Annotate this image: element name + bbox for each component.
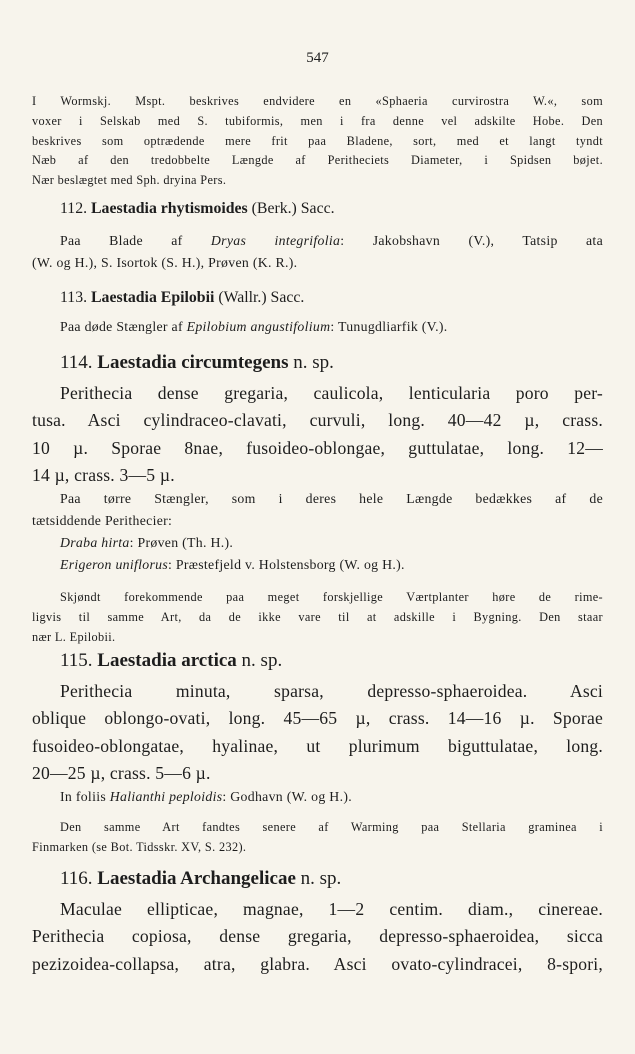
locality-line: In foliis Halianthi peploidis: Godhavn (W. og H.). [60, 789, 352, 804]
text-line: Paa tørre Stængler, som i deres hele Længde bedækkes af de [60, 491, 603, 506]
text-line: pezizoidea-collapsa, atra, glabra. Asci ovato-cylindracei, 8-spori, [32, 953, 603, 974]
text-line: Paa døde Stængler af Epilobium angustifolium: Tunugdliarfik (V.). [60, 319, 448, 334]
text-line: 20—25 µ, crass. 5—6 µ. [32, 763, 211, 784]
species-note-115 [32, 818, 603, 858]
text-line: tætsiddende Perithecier: [32, 513, 173, 528]
text-line: Paa Blade af Dryas integrifolia: Jakobshavn (V.), Tatsip ata [60, 233, 603, 248]
species-authority: n. sp. [300, 868, 342, 889]
host-plant: Dryas integrifolia [210, 233, 341, 248]
text-line: ligvis til samme Art, da de ikke vare til at adskille i Bygning. Den staar [32, 609, 603, 624]
text-line: fusoideo-oblongatae, hyalinae, ut plurimum biguttulatae, long. [32, 735, 603, 756]
locality-line: Draba hirta: Prøven (Th. H.). [60, 535, 234, 550]
text-line: Perithecia minuta, sparsa, depresso-sphaeroidea. Asci [60, 681, 603, 701]
species-name: Laestadia rhytismoides [91, 200, 248, 217]
species-heading-114 [60, 352, 631, 374]
species-name: Laestadia circumtegens [97, 352, 289, 373]
text-line: Finmarken (se Bot. Tidsskr. XV, S. 232). [32, 839, 247, 854]
text-line: 14 µ, crass. 3—5 µ. [32, 465, 175, 486]
species-number: 112. [60, 200, 88, 217]
text-line: Næb af den tredobbelte Længde af Peritheciets Diameter, i Spidsen bøjet. [32, 153, 603, 168]
species-authority: (Wallr.) Sacc. [218, 289, 305, 306]
host-plant: Epilobium angustifolium [186, 319, 331, 334]
species-authority: (Berk.) Sacc. [251, 200, 335, 217]
latin-description-114 [32, 380, 603, 490]
species-name: Laestadia Archangelicae [97, 868, 296, 889]
host-plant: Halianthi peploidis [109, 789, 223, 804]
page-number: 547 [306, 50, 329, 66]
text-line: Maculae ellipticae, magnae, 1—2 centim. diam., cinereae. [60, 899, 603, 919]
species-heading-116 [60, 868, 631, 890]
species-name: Laestadia arctica [97, 650, 237, 671]
text-line: tusa. Asci cylindraceo-clavati, curvuli, long. 40—42 µ, crass. [32, 410, 603, 431]
text-line: (W. og H.), S. Isortok (S. H.), Prøven (K. R.). [32, 255, 298, 270]
text-line: oblique oblongo-ovati, long. 45—65 µ, crass. 14—16 µ. Sporae [32, 708, 603, 729]
species-habitat-115 [32, 786, 603, 808]
species-number: 116. [60, 868, 93, 889]
text-line: voxer i Selskab med S. tubiformis, men i fra denne vel adskilte Hobe. Den [32, 113, 603, 128]
species-number: 113. [60, 289, 88, 306]
text-line: I Wormskj. Mspt. beskrives endvidere en «Sphaeria curvirostra W.«, som [32, 94, 603, 108]
species-heading-113 [60, 289, 631, 307]
species-habitat-112 [32, 230, 603, 274]
latin-description-115 [32, 678, 603, 788]
species-authority: n. sp. [293, 352, 334, 373]
species-habitat-113 [32, 316, 603, 338]
species-number: 114. [60, 352, 93, 373]
host-plant: Erigeron uniflorus [60, 557, 168, 572]
species-heading-115 [60, 650, 631, 672]
species-habitat-114 [32, 488, 603, 576]
species-note-114 [32, 588, 603, 647]
text-line: Den samme Art fandtes senere af Warming paa Stellaria graminea i [60, 820, 603, 834]
text-line: Nær beslægtet med Sph. dryina Pers. [32, 173, 227, 188]
species-authority: n. sp. [241, 650, 283, 671]
species-heading-112 [60, 200, 631, 218]
text-line: Perithecia copiosa, dense gregaria, depresso-sphaeroidea, sicca [32, 926, 603, 947]
intro-paragraph [32, 92, 603, 191]
text-line: Perithecia dense gregaria, caulicola, lenticularia poro per- [60, 383, 603, 403]
host-plant: Draba hirta [60, 535, 130, 550]
text-line: nær L. Epilobii. [32, 629, 116, 644]
text-line: beskrives som optrædende mere frit paa Bladene, sort, med et langt tyndt [32, 133, 603, 148]
text-line: Skjøndt forekommende paa meget forskjellige Værtplanter høre de rime- [60, 590, 603, 604]
locality-line: Erigeron uniflorus: Præstefjeld v. Holstensborg (W. og H.). [60, 557, 405, 572]
text-line: 10 µ. Sporae 8nae, fusoideo-oblongae, guttulatae, long. 12— [32, 437, 603, 458]
species-name: Laestadia Epilobii [91, 289, 215, 306]
latin-description-116 [32, 896, 603, 978]
species-number: 115. [60, 650, 93, 671]
